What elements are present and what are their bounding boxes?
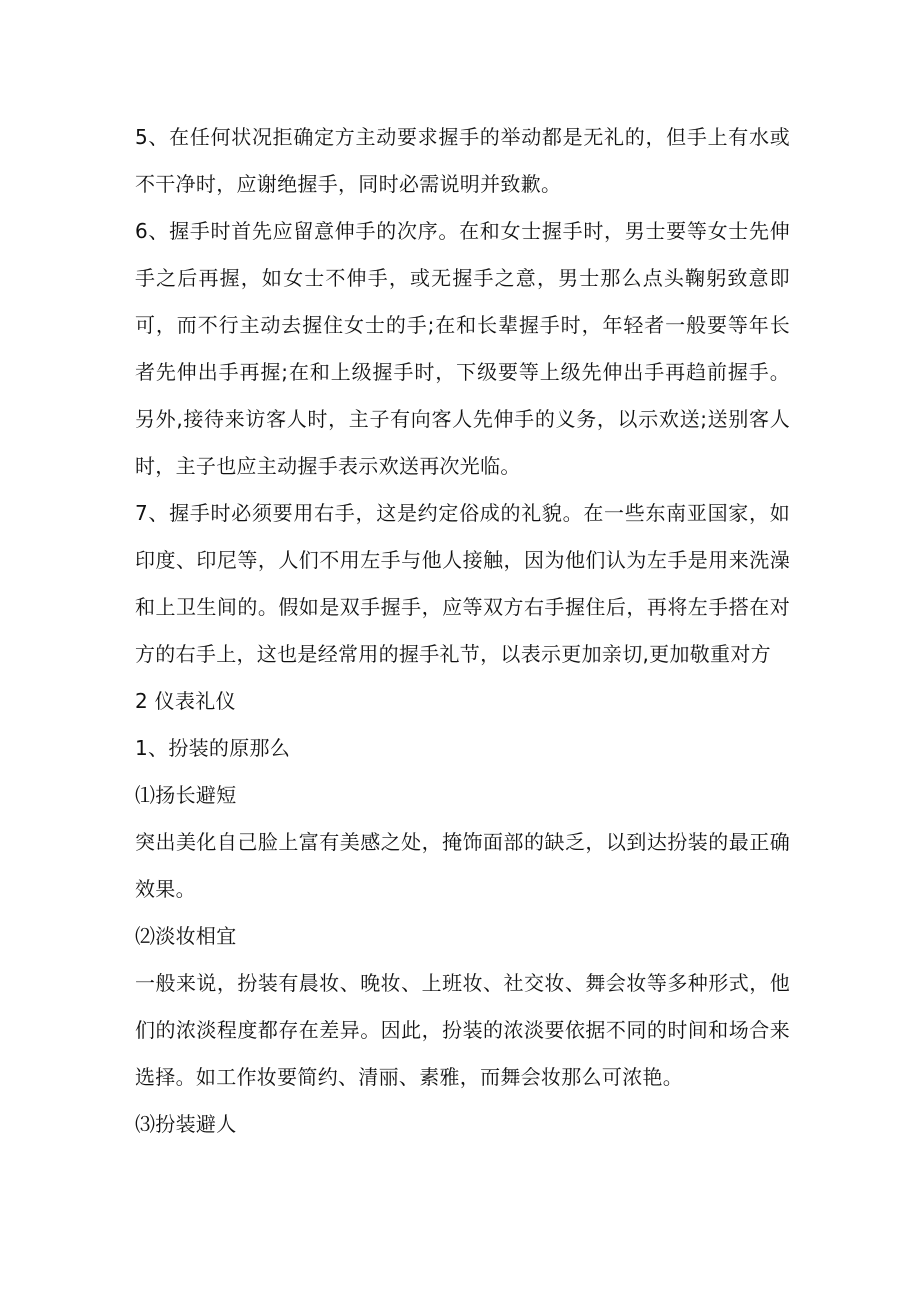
document-body <box>135 114 790 1148</box>
item-body-2: 一般来说，扮装有晨妆、晚妆、上班妆、社交妆、舞会妆等多种形式，他们的浓淡程度都存在差异。因此，扮装的浓淡要依据不同的时间和场合来选择。如工作妆要简约、清丽、素雅，而舞会妆那么可浓艳。 <box>135 971 790 1089</box>
subheading-makeup-principles: 1、扮装的原那么 <box>135 736 291 760</box>
section-heading-appearance-etiquette: 2 仪表礼仪 <box>135 689 236 713</box>
item-heading-2: ⑵淡妆相宜 <box>135 924 237 948</box>
paragraph-rule-7: 7、握手时必须要用右手，这是约定俗成的礼貌。在一些东南亚国家，如印度、印尼等，人们不用左手与他人接触，因为他们认为左手是用来洗澡和上卫生间的。假如是双手握手，应等双方右手握住后，再将左手搭在对方的右手上，这也是经常用的握手礼节，以表示更加亲切,更加敬重对方 <box>135 501 790 666</box>
paragraph-rule-6: 6、握手时首先应留意伸手的次序。在和女士握手时，男士要等女士先伸手之后再握，如女士不伸手，或无握手之意，男士那么点头鞠躬致意即可，而不行主动去握住女士的手;在和长辈握手时，年轻者一般要等年长者先伸出手再握;在和上级握手时，下级要等上级先伸出手再趋前握手。另外,接待来访客人时，主子有向客人先伸手的义务，以示欢送;送别客人时，主子也应主动握手表示欢送再次光临。 <box>135 219 790 478</box>
item-heading-3: ⑶扮装避人 <box>135 1112 237 1136</box>
item-body-1: 突出美化自己脸上富有美感之处，掩饰面部的缺乏，以到达扮装的最正确效果。 <box>135 830 790 901</box>
item-heading-1: ⑴扬长避短 <box>135 783 237 807</box>
paragraph-rule-5: 5、在任何状况拒确定方主动要求握手的举动都是无礼的，但手上有水或不干净时，应谢绝握手，同时必需说明并致歉。 <box>135 125 790 196</box>
